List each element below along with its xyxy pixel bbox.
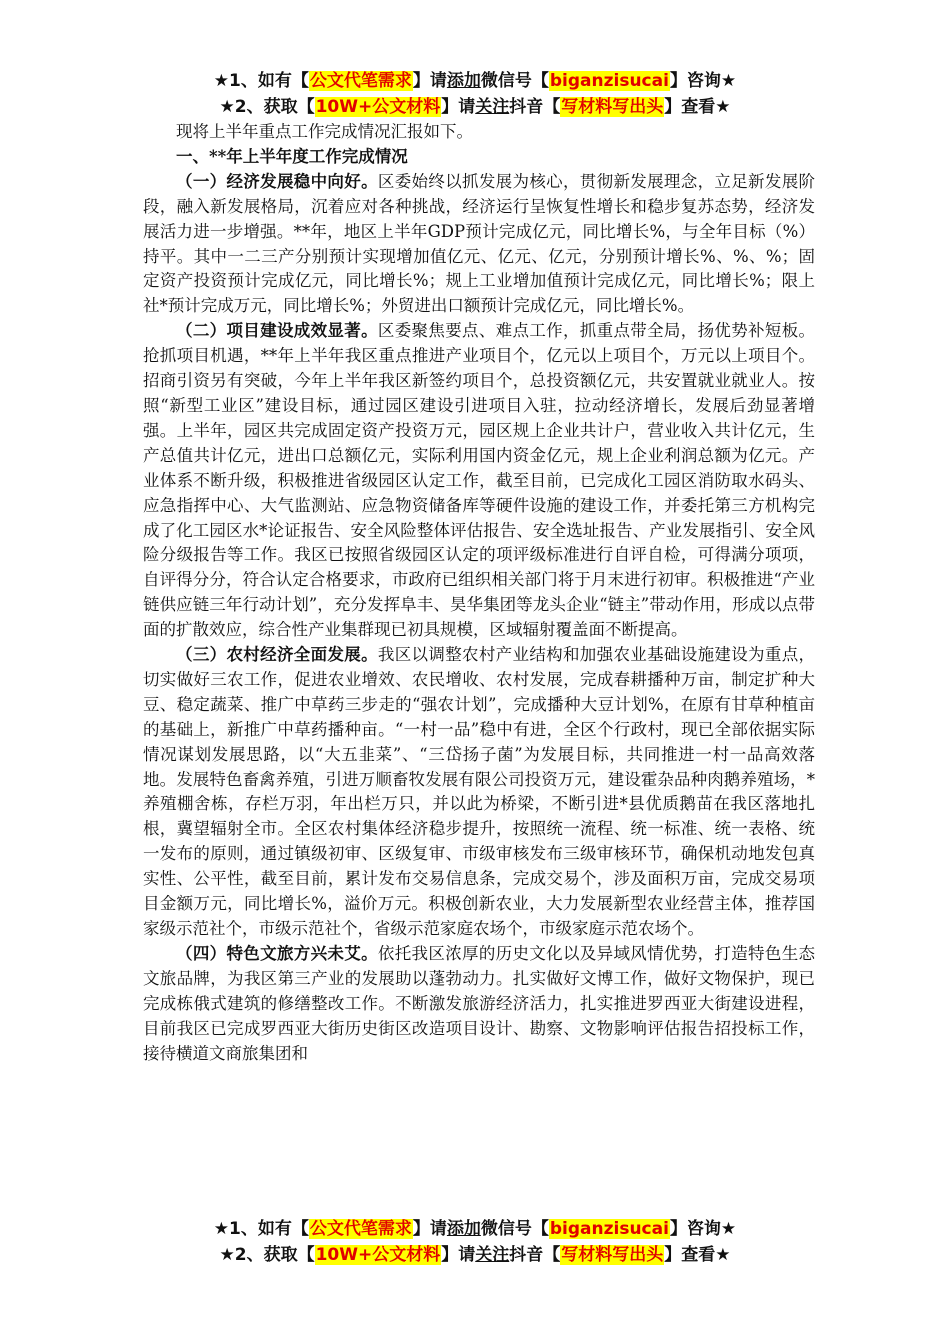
banner-text: 】查看★: [664, 97, 731, 117]
banner-line-1: [0, 68, 950, 94]
banner-line-1: [0, 1216, 950, 1242]
banner-highlight: 10W+公文材料: [315, 1245, 441, 1265]
paragraph-text: 区委始终以抓发展为核心，贯彻新发展理念，立足新发展阶段，融入新发展格局，沉着应对各种挑战，经济运行呈恢复性增长和稳步复苏态势，经济发展活力进一步增强。**年，地区上半年GDP预计完成亿元，同比增长%，与全年目标（%）持平。其中一二三产分别预计实现增加值亿元、亿元、亿元，分别预计增长%、%、%；固定资产投资预计完成亿元，同比增长%；规上工业增加值预计完成亿元，同比增长%；限上社*预计完成万元，同比增长%；外贸进出口额预计完成亿元，同比增长%。: [143, 171, 816, 316]
paragraph-projects: [143, 319, 815, 643]
banner-highlight: biganzisucai: [549, 71, 669, 91]
section-heading: 一、**年上半年度工作完成情况: [176, 146, 408, 166]
intro-paragraph: 现将上半年重点工作完成情况汇报如下。: [176, 122, 473, 141]
paragraph-tourism: [143, 942, 815, 1067]
banner-emphasis: 关注: [475, 1245, 510, 1265]
paragraph-title: （二）项目建设成效显著。: [176, 321, 378, 341]
banner-text: 】请: [441, 97, 476, 117]
paragraph-text: 区委聚焦要点、难点工作，抓重点带全局，扬优势补短板。抢抓项目机遇，**年上半年我区重点推进产业项目个，亿元以上项目个，万元以上项目个。招商引资另有突破，今年上半年我区新签约项目个，总投资额亿元，共安置就业就业人。按照“新型工业区”建设目标，通过园区建设引进项目入驻，拉动经济增长，发展后劲显著增强。上半年，园区共完成固定资产投资万元，园区规上企业共计户，营业收入共计亿元，生产总值共计亿元，进出口总额亿元，实际利用国内资金亿元，规上企业利润总额为亿元。产业体系不断升级，积极推进省级园区认定工作，截至目前，已完成化工园区消防取水码头、应急指挥中心、大气监测站、应急物资储备库等硬件设施的建设工作，并委托第三方机构完成了化工园区水*论证报告、安全风险整体评估报告、安全选址报告、产业发展指引、安全风险分级报告等工作。我区已按照省级园区认定的项评级标准进行自评自检，可得满分项项，自评得分分，符合认定合格要求，市政府已组织相关部门将于月末进行初审。积极推进“产业链供应链三年行动计划”，充分发挥阜丰、昊华集团等龙头企业“链主”带动作用，形成以点带面的扩散效应，综合性产业集群现已初具规模，区域辐射覆盖面不断提高。: [143, 321, 816, 640]
document-body: [143, 120, 815, 1066]
banner-line-2: [0, 94, 950, 120]
banner-highlight: 写材料写出头: [561, 1245, 664, 1265]
banner-emphasis: 关注: [475, 97, 510, 117]
banner-text: 】请: [412, 1219, 447, 1239]
paragraph-title: （一）经济发展稳中向好。: [176, 171, 378, 191]
paragraph-title: （三）农村经济全面发展。: [176, 645, 378, 665]
banner-text: 微信号【: [480, 71, 549, 91]
banner-text: ★1、如有【: [213, 1219, 309, 1239]
banner-text: ★1、如有【: [213, 71, 309, 91]
banner-text: ★2、获取【: [219, 1245, 315, 1265]
paragraph-economy: [143, 170, 815, 319]
paragraph-text: 我区以调整农村产业结构和加强农业基础设施建设为重点，切实做好三农工作，促进农业增效、农民增收、农村发展，完成春耕播种万亩，制定扩种大豆、稳定蔬菜、推广中草药三步走的“强农计划”，完成播种大豆计划%，在原有甘草种植亩的基础上，新推广中草药播种亩。“一村一品”稳中有进，全区个行政村，现已全部依据实际情况谋划发展思路，以“大五韭菜”、“三岱扬子菌”为发展目标，共同推进一村一品高效落地。发展特色畜禽养殖，引进万顺畜牧发展有限公司投资万元，建设霍杂品种肉鹅养殖场，*养殖棚舍栋，存栏万羽，年出栏万只，并以此为桥梁，不断引进*县优质鹅苗在我区落地扎根，冀望辐射全市。全区农村集体经济稳步提升，按照统一流程、统一标准、统一表格、统一发布的原则，通过镇级初审、区级复审、市级审核发布三级审核环节，确保机动地发包真实性、公平性，截至目前，累计发布交易信息条，完成交易个，涉及面积万亩，完成交易项目金额万元，同比增长%，溢价万元。积极创新农业，大力发展新型农业经营主体，推荐国家级示范社个，市级示范社个，省级示范家庭农场个，市级家庭示范农场个。: [143, 645, 816, 938]
paragraph-title: （四）特色文旅方兴未艾。: [176, 943, 378, 963]
banner-line-2: [0, 1242, 950, 1268]
banner-highlight: 公文代笔需求: [309, 71, 412, 91]
paragraph-text: 依托我区浓厚的历史文化以及异域风情优势，打造特色生态文旅品牌，为我区第三产业的发展助以蓬勃动力。扎实做好文博工作，做好文物保护，现已完成栋俄式建筑的修缮整改工作。不断激发旅游经济活力，扎实推进罗西亚大街建设进程，目前我区已完成罗西亚大街历史街区改造项目设计、勘察、文物影响评估报告招投标工作，接待横道文商旅集团和: [143, 943, 816, 1063]
header-banner: [0, 68, 950, 120]
paragraph-rural: [143, 643, 815, 942]
footer-banner: [0, 1216, 950, 1268]
banner-highlight: 公文代笔需求: [309, 1219, 412, 1239]
banner-emphasis: 添加: [446, 1219, 481, 1239]
banner-highlight: 写材料写出头: [561, 97, 664, 117]
banner-emphasis: 添加: [446, 71, 481, 91]
banner-text: 】咨询★: [669, 71, 737, 91]
banner-text: 】请: [441, 1245, 476, 1265]
banner-text: 微信号【: [480, 1219, 549, 1239]
banner-text: 】咨询★: [669, 1219, 737, 1239]
banner-text: 抖音【: [509, 97, 561, 117]
banner-text: 】查看★: [664, 1245, 731, 1265]
banner-highlight: 10W+公文材料: [315, 97, 441, 117]
banner-text: 抖音【: [509, 1245, 561, 1265]
banner-highlight: biganzisucai: [549, 1219, 669, 1239]
banner-text: 】请: [412, 71, 447, 91]
banner-text: ★2、获取【: [219, 97, 315, 117]
